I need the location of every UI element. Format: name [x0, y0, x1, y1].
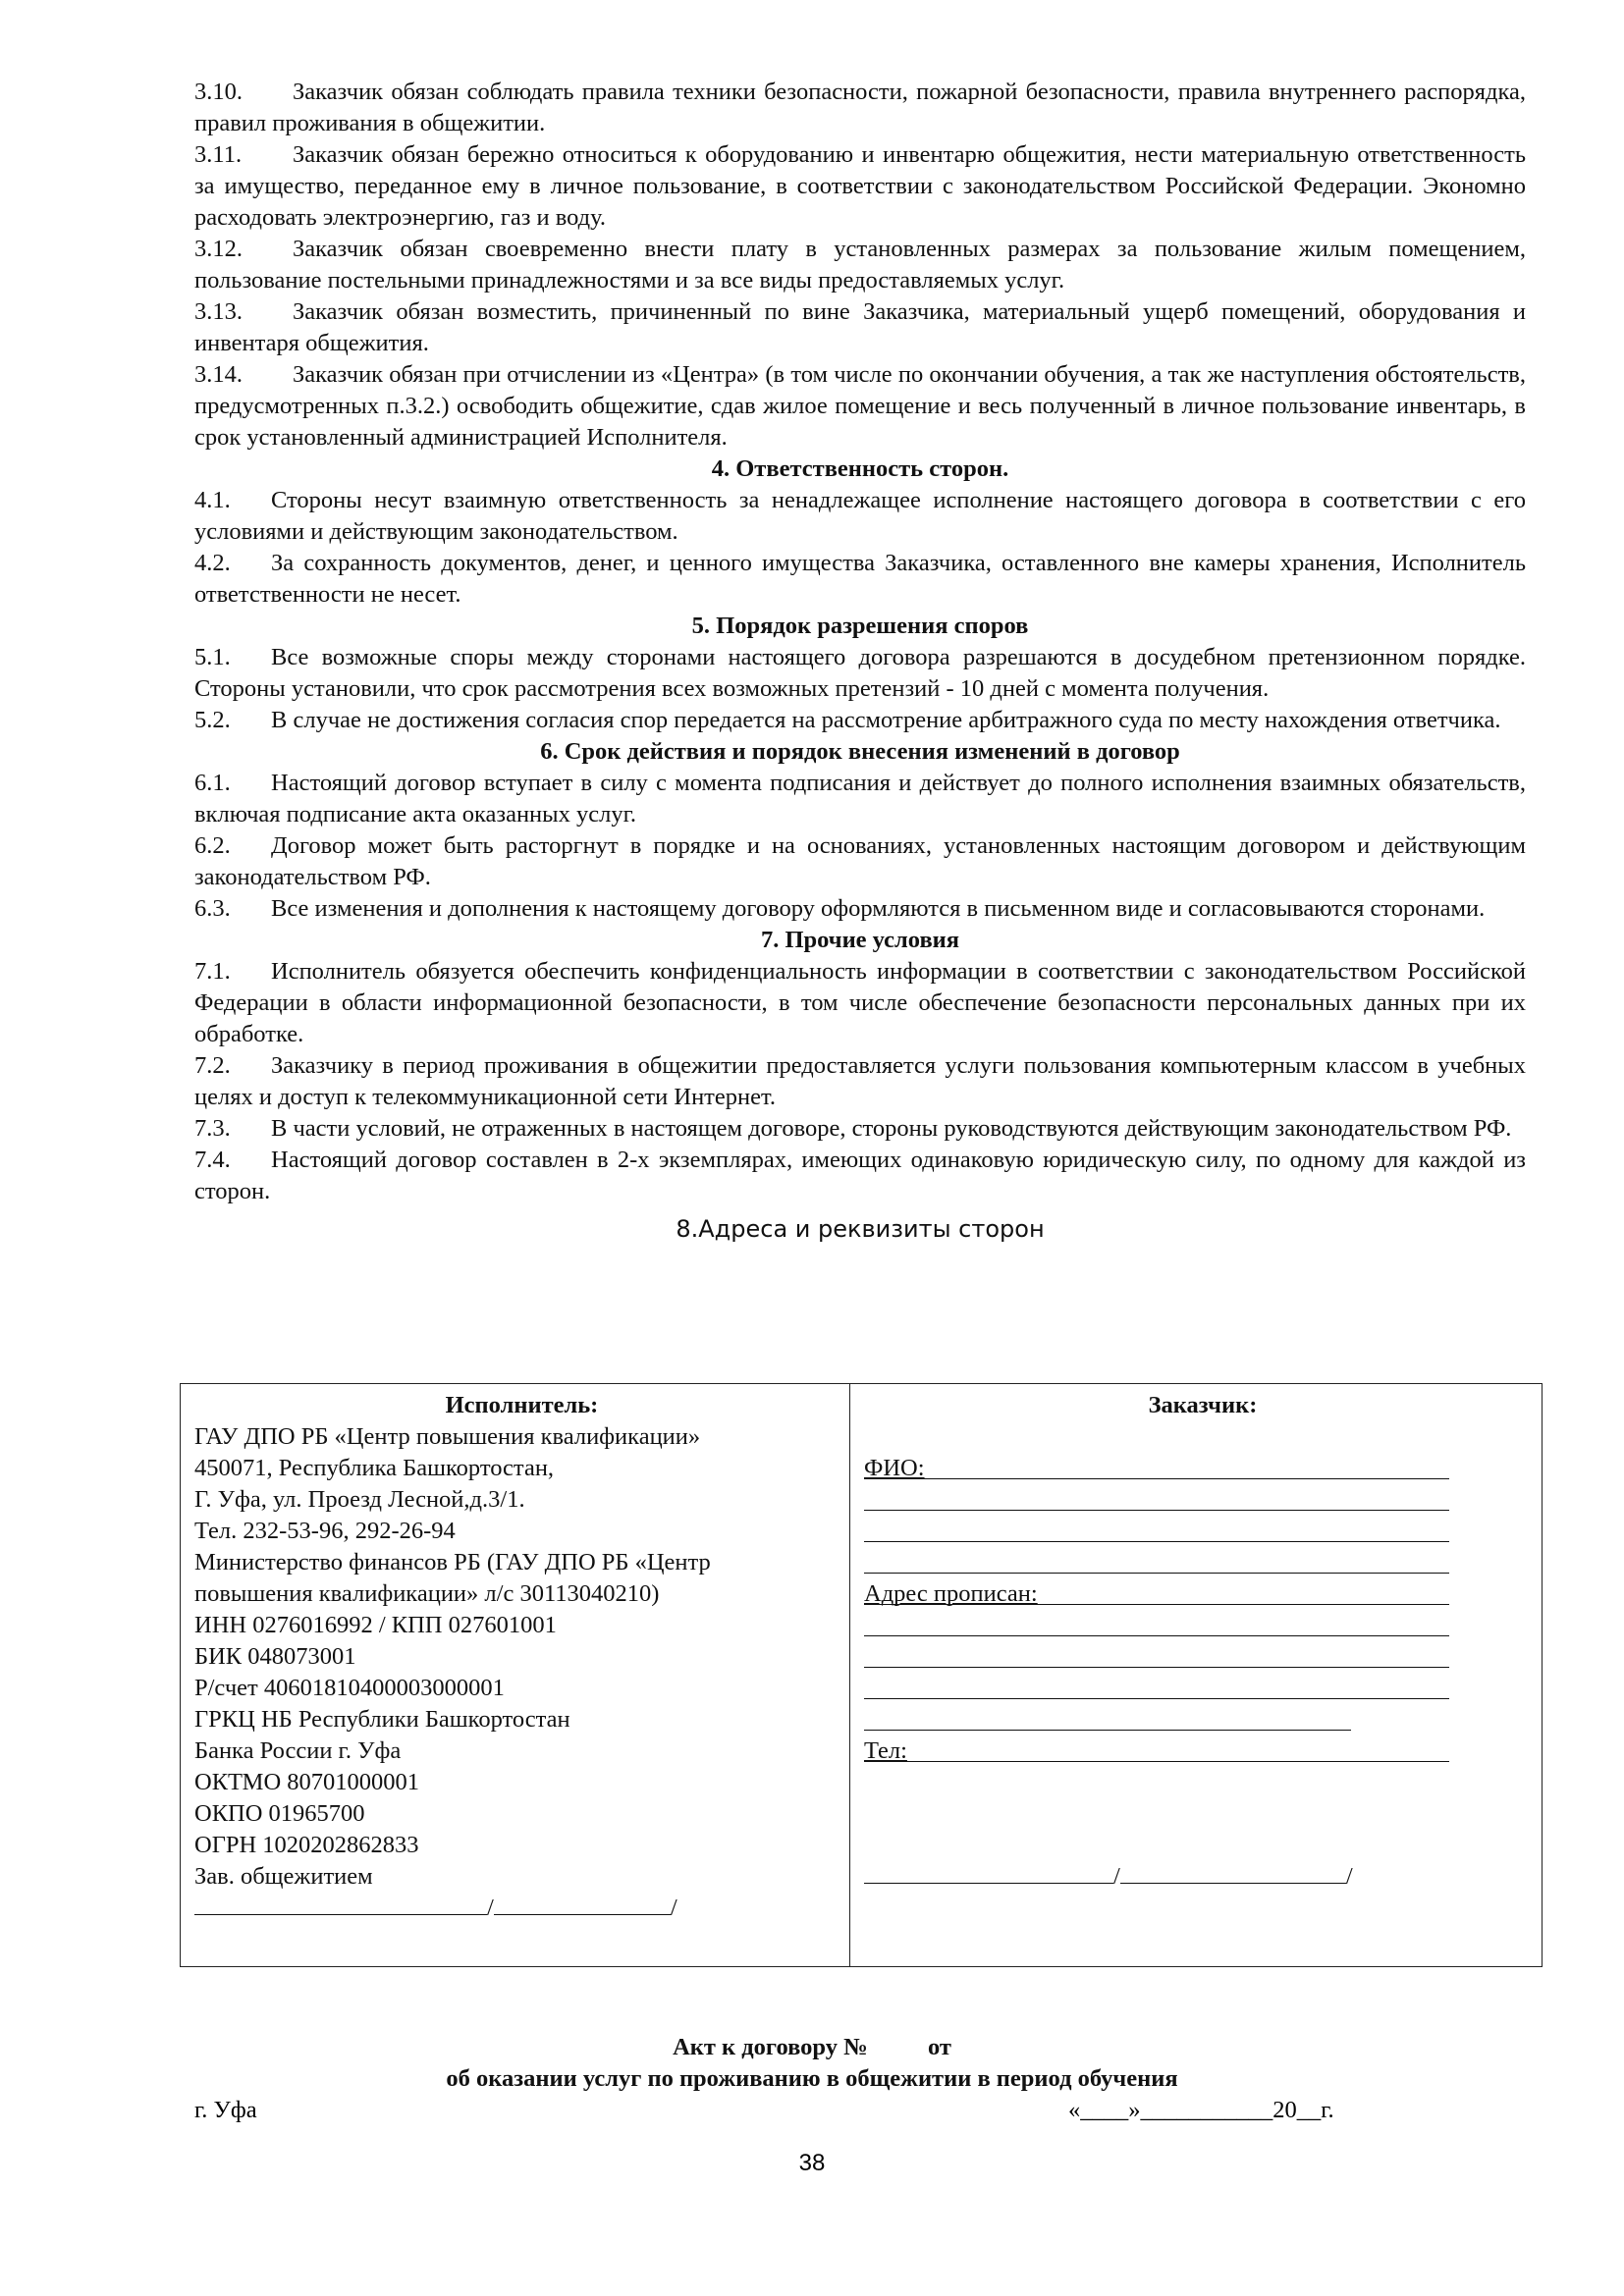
act-date-field[interactable]: «____»___________20__г.: [1068, 2097, 1334, 2123]
clause-paragraph: [194, 548, 1526, 611]
clause-text: Заказчику в период проживания в общежитии предоставляется услуги пользования компьютерным классом в учебных целях и доступ к телекоммуникационной сети Интернет.: [194, 1052, 1526, 1110]
clause-number: 7.4.: [194, 1147, 231, 1173]
clause-text: За сохранность документов, денег, и ценного имущества Заказчика, оставленного вне камеры хранения, Исполнитель ответственности не несет.: [194, 550, 1526, 608]
clause-text: Договор может быть расторгнут в порядке и на основаниях, установленных настоящим договором и действующим законодательством РФ.: [194, 832, 1526, 890]
clause-paragraph: [194, 893, 1526, 925]
clause-paragraph: [194, 234, 1526, 296]
section6-items: [194, 768, 1526, 925]
clause-number: 3.11.: [194, 141, 243, 168]
executor-detail-line: БИК 048073001: [194, 1643, 356, 1670]
clause-number: 7.3.: [194, 1115, 231, 1142]
customer-signature-name-field[interactable]: [1120, 1861, 1346, 1884]
executor-signature-line: [194, 1893, 849, 1924]
clause-number: 6.1.: [194, 770, 231, 796]
clause-text: Стороны несут взаимную ответственность за ненадлежащее исполнение настоящего договора в соответствии с его условиями и действующим законодательством.: [194, 487, 1526, 545]
clause-paragraph: [194, 296, 1526, 359]
clause-paragraph: [194, 1113, 1526, 1145]
clause-text: В части условий, не отраженных в настоящем договоре, стороны руководствуются действующим законодательством РФ.: [271, 1115, 1512, 1142]
executor-column: [181, 1384, 850, 1966]
executor-detail-line: Министерство финансов РБ (ГАУ ДПО РБ «Центр: [194, 1549, 711, 1575]
clause-text: Заказчик обязан при отчислении из «Центра» (в том числе по окончании обучения, а так же наступления обстоятельств, предусмотренных п.3.2.) освободить общежитие, сдав жилое помещение и весь полученный в личное пользование инвентарь, в срок установленный администрацией Исполнителя.: [194, 361, 1526, 451]
clause-text: Заказчик обязан бережно относиться к оборудованию и инвентарю общежития, нести материальную ответственность за имущество, переданное ему в личное пользование, в соответствии с законодательством Российской Федерации. Экономно расходовать электроэнергию, газ и воду.: [194, 141, 1526, 231]
executor-detail-line: ГАУ ДПО РБ «Центр повышения квалификации»: [194, 1423, 701, 1450]
executor-details: [194, 1421, 849, 1893]
clause-paragraph: [194, 1145, 1526, 1207]
executor-signature-name-field[interactable]: [494, 1893, 671, 1915]
signature-separator: /: [1113, 1863, 1120, 1890]
clause-number: 3.12.: [194, 236, 243, 262]
signature-separator: /: [670, 1895, 677, 1921]
clause-text: Все изменения и дополнения к настоящему договору оформляются в письменном виде и согласовываются сторонами.: [271, 895, 1486, 922]
address-underline: [864, 1604, 1449, 1605]
clause-paragraph: [194, 359, 1526, 454]
section6-heading: 6. Срок действия и порядок внесения изменений в договор: [540, 738, 1180, 765]
clause-number: 4.1.: [194, 487, 231, 513]
signature-separator: /: [1345, 1863, 1353, 1890]
clause-number: 4.2.: [194, 550, 231, 576]
customer-title: Заказчик:: [1148, 1392, 1258, 1418]
phone-underline: [864, 1761, 1449, 1762]
section4-items: [194, 485, 1526, 611]
executor-detail-line: Зав. общежитием: [194, 1863, 373, 1890]
customer-address-field[interactable]: [864, 1578, 1453, 1610]
executor-detail-line: Р/счет 40601810400003000001: [194, 1675, 505, 1701]
clause-paragraph: [194, 705, 1526, 736]
clause-paragraph: [194, 1050, 1526, 1113]
phone-label: Тел:: [864, 1737, 907, 1764]
executor-detail-line: Г. Уфа, ул. Проезд Лесной,д.3/1.: [194, 1486, 525, 1513]
section5-heading: 5. Порядок разрешения споров: [691, 613, 1029, 639]
page-number: 38: [798, 2150, 826, 2176]
section3-continuation: [194, 77, 1526, 454]
executor-detail-line: ОКТМО 80701000001: [194, 1769, 420, 1795]
clause-paragraph: [194, 77, 1526, 139]
clause-text: В случае не достижения согласия спор передается на рассмотрение арбитражного суда по месту нахождения ответчика.: [271, 707, 1501, 733]
fio-underline: [864, 1478, 1449, 1479]
clause-number: 7.1.: [194, 958, 231, 985]
executor-detail-line: Тел. 232-53-96, 292-26-94: [194, 1518, 456, 1544]
customer-column: [850, 1384, 1542, 1966]
clause-number: 5.2.: [194, 707, 231, 733]
clause-text: Заказчик обязан соблюдать правила техники безопасности, пожарной безопасности, правила внутреннего распорядка, правил проживания в общежитии.: [194, 79, 1526, 136]
clause-paragraph: [194, 139, 1526, 234]
clause-number: 5.1.: [194, 644, 231, 670]
customer-fio-field[interactable]: [864, 1453, 1453, 1484]
section4-heading: 4. Ответственность сторон.: [711, 455, 1009, 482]
section7-items: [194, 956, 1526, 1207]
executor-detail-line: повышения квалификации» л/с 30113040210): [194, 1580, 660, 1607]
clause-paragraph: [194, 642, 1526, 705]
executor-detail-line: ОКПО 01965700: [194, 1800, 365, 1827]
blank-line[interactable]: [864, 1698, 1449, 1699]
clause-number: 3.13.: [194, 298, 243, 325]
clause-paragraph: [194, 830, 1526, 893]
blank-line[interactable]: [864, 1730, 1351, 1731]
document-body: [194, 77, 1526, 1247]
clause-text: Заказчик обязан своевременно внести плату в установленных размерах за пользование жилым помещением, пользование постельными принадлежностями и за все виды предоставляемых услуг.: [194, 236, 1526, 294]
executor-signature-field[interactable]: [194, 1893, 487, 1915]
clause-text: Настоящий договор составлен в 2-х экземплярах, имеющих одинаковую юридическую силу, по одному для каждой из сторон.: [194, 1147, 1526, 1204]
executor-detail-line: Банка России г. Уфа: [194, 1737, 402, 1764]
clause-paragraph: [194, 768, 1526, 830]
executor-detail-line: ГРКЦ НБ Республики Башкортостан: [194, 1706, 570, 1733]
customer-signature-line: [864, 1861, 1453, 1893]
clause-text: Настоящий договор вступает в силу с момента подписания и действует до полного исполнения взаимных обязательств, включая подписание акта оказанных услуг.: [194, 770, 1526, 828]
clause-number: 7.2.: [194, 1052, 231, 1079]
act-place: г. Уфа: [194, 2097, 257, 2123]
section7-heading: 7. Прочие условия: [760, 927, 960, 953]
clause-number: 3.14.: [194, 361, 243, 388]
requisites-table: [180, 1383, 1543, 1967]
act-subtitle: об оказании услуг по проживанию в общежитии в период обучения: [446, 2065, 1178, 2092]
clause-text: Все возможные споры между сторонами настоящего договора разрешаются в досудебном претензионном порядке. Стороны установили, что срок рассмотрения всех возможных претензий - 10 дней с момента получения.: [194, 644, 1526, 702]
clause-text: Исполнитель обязуется обеспечить конфиденциальность информации в соответствии с законодательством Российской Федерации в области информационной безопасности, в том числе обеспечение безопасности персональных данных при их обработке.: [194, 958, 1526, 1047]
blank-line[interactable]: [864, 1573, 1449, 1574]
clause-number: 6.2.: [194, 832, 231, 859]
address-label: Адрес прописан:: [864, 1580, 1038, 1607]
clause-number: 6.3.: [194, 895, 231, 922]
fio-label: ФИО:: [864, 1455, 925, 1481]
customer-phone-field[interactable]: [864, 1735, 1453, 1767]
blank-line[interactable]: [864, 1635, 1449, 1636]
section5-items: [194, 642, 1526, 736]
clause-number: 3.10.: [194, 79, 243, 105]
blank-line[interactable]: [864, 1510, 1449, 1511]
act-title: Акт к договору № от: [673, 2034, 951, 2060]
customer-signature-field[interactable]: [864, 1861, 1113, 1884]
blank-line[interactable]: [864, 1667, 1449, 1668]
blank-line[interactable]: [864, 1541, 1449, 1542]
clause-paragraph: [194, 956, 1526, 1050]
executor-detail-line: ОГРН 1020202862833: [194, 1832, 419, 1858]
clause-text: Заказчик обязан возместить, причиненный по вине Заказчика, материальный ущерб помещений, оборудования и инвентаря общежития.: [194, 298, 1526, 356]
executor-detail-line: 450071, Республика Башкортостан,: [194, 1455, 555, 1481]
executor-detail-line: ИНН 0276016992 / КПП 027601001: [194, 1612, 557, 1638]
section8-heading: 8.Адреса и реквизиты сторон: [676, 1215, 1045, 1243]
signature-separator: /: [487, 1895, 494, 1921]
clause-paragraph: [194, 485, 1526, 548]
executor-title: Исполнитель:: [445, 1392, 599, 1418]
